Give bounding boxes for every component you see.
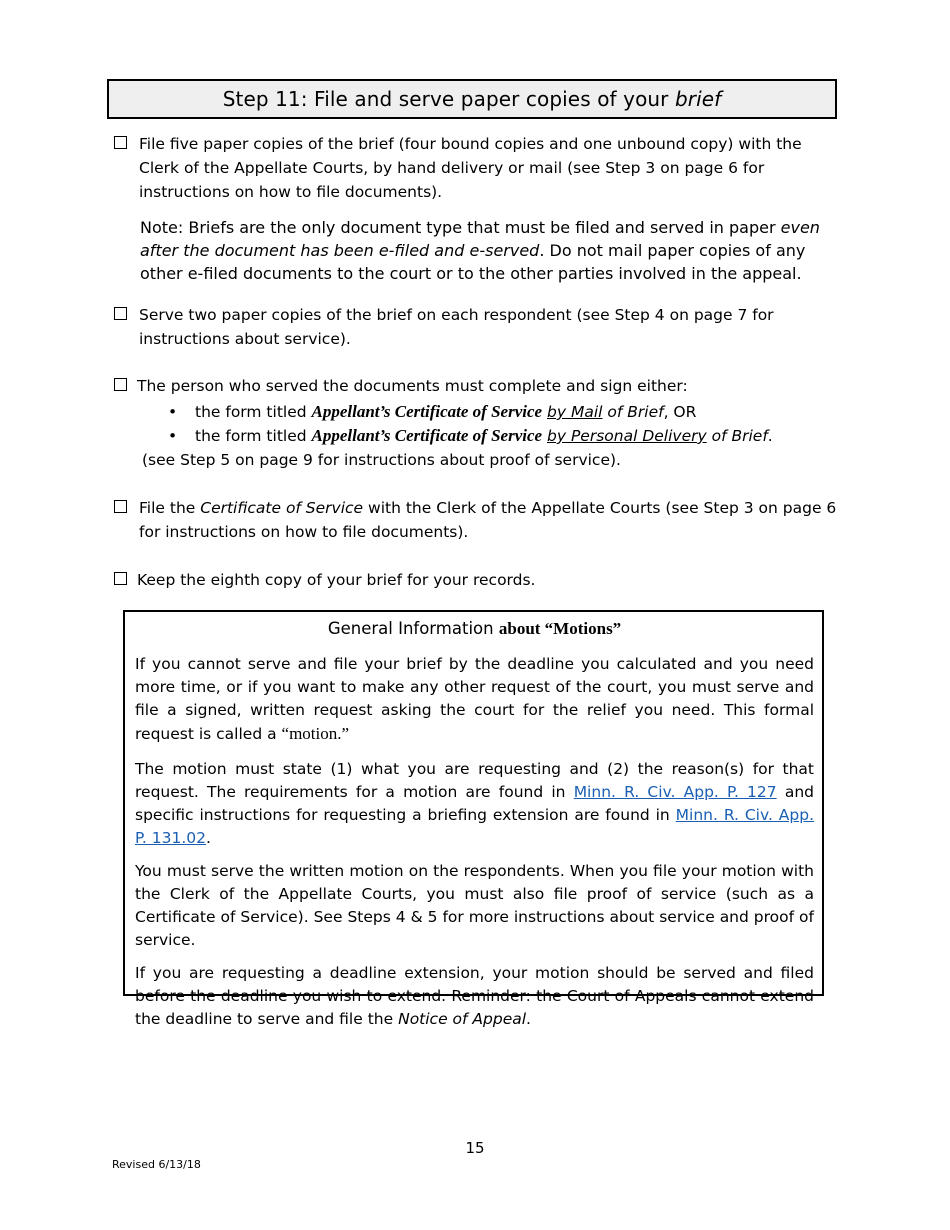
revision-date: Revised 6/13/18 xyxy=(112,1158,201,1171)
checkbox-icon[interactable] xyxy=(114,378,127,391)
info-text-b: . xyxy=(526,1010,531,1028)
item-text xyxy=(139,496,840,544)
info-paragraph-1 xyxy=(135,653,814,746)
service-method: by Personal Delivery xyxy=(547,427,707,445)
page-number: 15 xyxy=(465,1139,485,1157)
note-text-b: . Do not mail paper copies of any other e-filed documents to the court or to the other parties involved in the appeal. xyxy=(140,241,806,283)
item-text-em: Certificate of Service xyxy=(200,499,364,517)
checklist-item-file-certificate xyxy=(114,496,840,544)
step-11-header xyxy=(107,79,837,119)
checkbox-icon[interactable] xyxy=(114,136,127,149)
item-text: File five paper copies of the brief (four bound copies and one unbound copy) with the Clerk of the Appellate Courts, by hand delivery or mail (see Step 3 on page 6 for instructions on how to file documents). xyxy=(139,135,802,201)
rule-131-02-link[interactable]: Minn. R. Civ. App. P. 131.02 xyxy=(135,806,814,847)
form-name: Appellant’s Certificate of Service xyxy=(311,426,543,445)
info-paragraph-4 xyxy=(135,962,814,1031)
checklist-item-certificate xyxy=(114,374,840,472)
checklist-item-keep-copy xyxy=(114,568,840,592)
item-text: The person who served the documents must complete and sign either: xyxy=(137,377,688,395)
note-text-a: Note: Briefs are the only document type that must be filed and served in paper xyxy=(140,218,776,237)
item-text: Keep the eighth copy of your brief for your records. xyxy=(137,571,536,589)
checkbox-icon[interactable] xyxy=(114,572,127,585)
bullet-text: the form titled xyxy=(195,403,307,421)
checklist-item-serve-copies xyxy=(114,303,840,351)
info-text: If you cannot serve and file your brief by the deadline you calculated and you need more time, or if you want to make any other request of the court, you must serve and file a signed, written request asking the court for the relief you need. This formal request is called a xyxy=(135,655,814,743)
bullet-text: the form titled xyxy=(195,427,307,445)
step-title-em: brief xyxy=(674,87,722,111)
checklist-item-file-copies xyxy=(114,132,840,285)
info-text-b: and specific instructions for requesting a briefing extension are found in xyxy=(135,783,814,824)
info-title-a: General Information xyxy=(327,619,494,638)
paper-filing-note xyxy=(140,216,840,285)
info-box-title xyxy=(135,617,814,641)
info-paragraph-2 xyxy=(135,758,814,850)
bullet-end: , OR xyxy=(663,403,697,421)
info-text-em: Notice of Appeal xyxy=(398,1010,527,1028)
info-paragraph-3: You must serve the written motion on the respondents. When you file your motion with the Clerk of the Appellate Courts, you must also file proof of service (such as a Certificate of Service). See Steps 4 & 5 for more instructions about service and proof of service. xyxy=(135,862,814,949)
info-text-a: If you are requesting a deadline extension, your motion should be served and filed before the deadline you wish to extend. Reminder: the Court of Appeals cannot extend the deadline to serve and file the xyxy=(135,964,814,1028)
checkbox-icon[interactable] xyxy=(114,307,127,320)
form-suffix: of Brief xyxy=(607,403,664,421)
item-text-a: File the xyxy=(139,499,196,517)
checkbox-icon[interactable] xyxy=(114,500,127,513)
item-text-b: with the Clerk of the Appellate Courts (see Step 3 on page 6 for instructions on how to file documents). xyxy=(139,499,837,541)
form-suffix: of Brief xyxy=(711,427,768,445)
bullet-end: . xyxy=(767,427,773,445)
certificate-form-list xyxy=(168,400,840,448)
form-name: Appellant’s Certificate of Service xyxy=(311,402,543,421)
step-title: Step 11: File and serve paper copies of your xyxy=(222,87,669,111)
list-item xyxy=(168,400,840,424)
item-text: Serve two paper copies of the brief on each respondent (see Step 4 on page 7 for instructions about service). xyxy=(139,306,774,348)
info-title-b: about “Motions” xyxy=(498,619,622,638)
info-text-c: . xyxy=(206,829,211,847)
list-item xyxy=(168,424,840,448)
info-text-a: The motion must state (1) what you are requesting and (2) the reason(s) for that request. The requirements for a motion are found in xyxy=(135,760,814,801)
rule-127-link[interactable]: Minn. R. Civ. App. P. 127 xyxy=(573,783,777,801)
note-text-em: even after the document has been e-filed and e-served xyxy=(140,218,820,260)
info-text-end: “motion.” xyxy=(281,724,350,743)
service-method: by Mail xyxy=(547,403,603,421)
motions-info-box xyxy=(123,610,824,1028)
proof-of-service-reference: (see Step 5 on page 9 for instructions about proof of service). xyxy=(142,451,621,469)
